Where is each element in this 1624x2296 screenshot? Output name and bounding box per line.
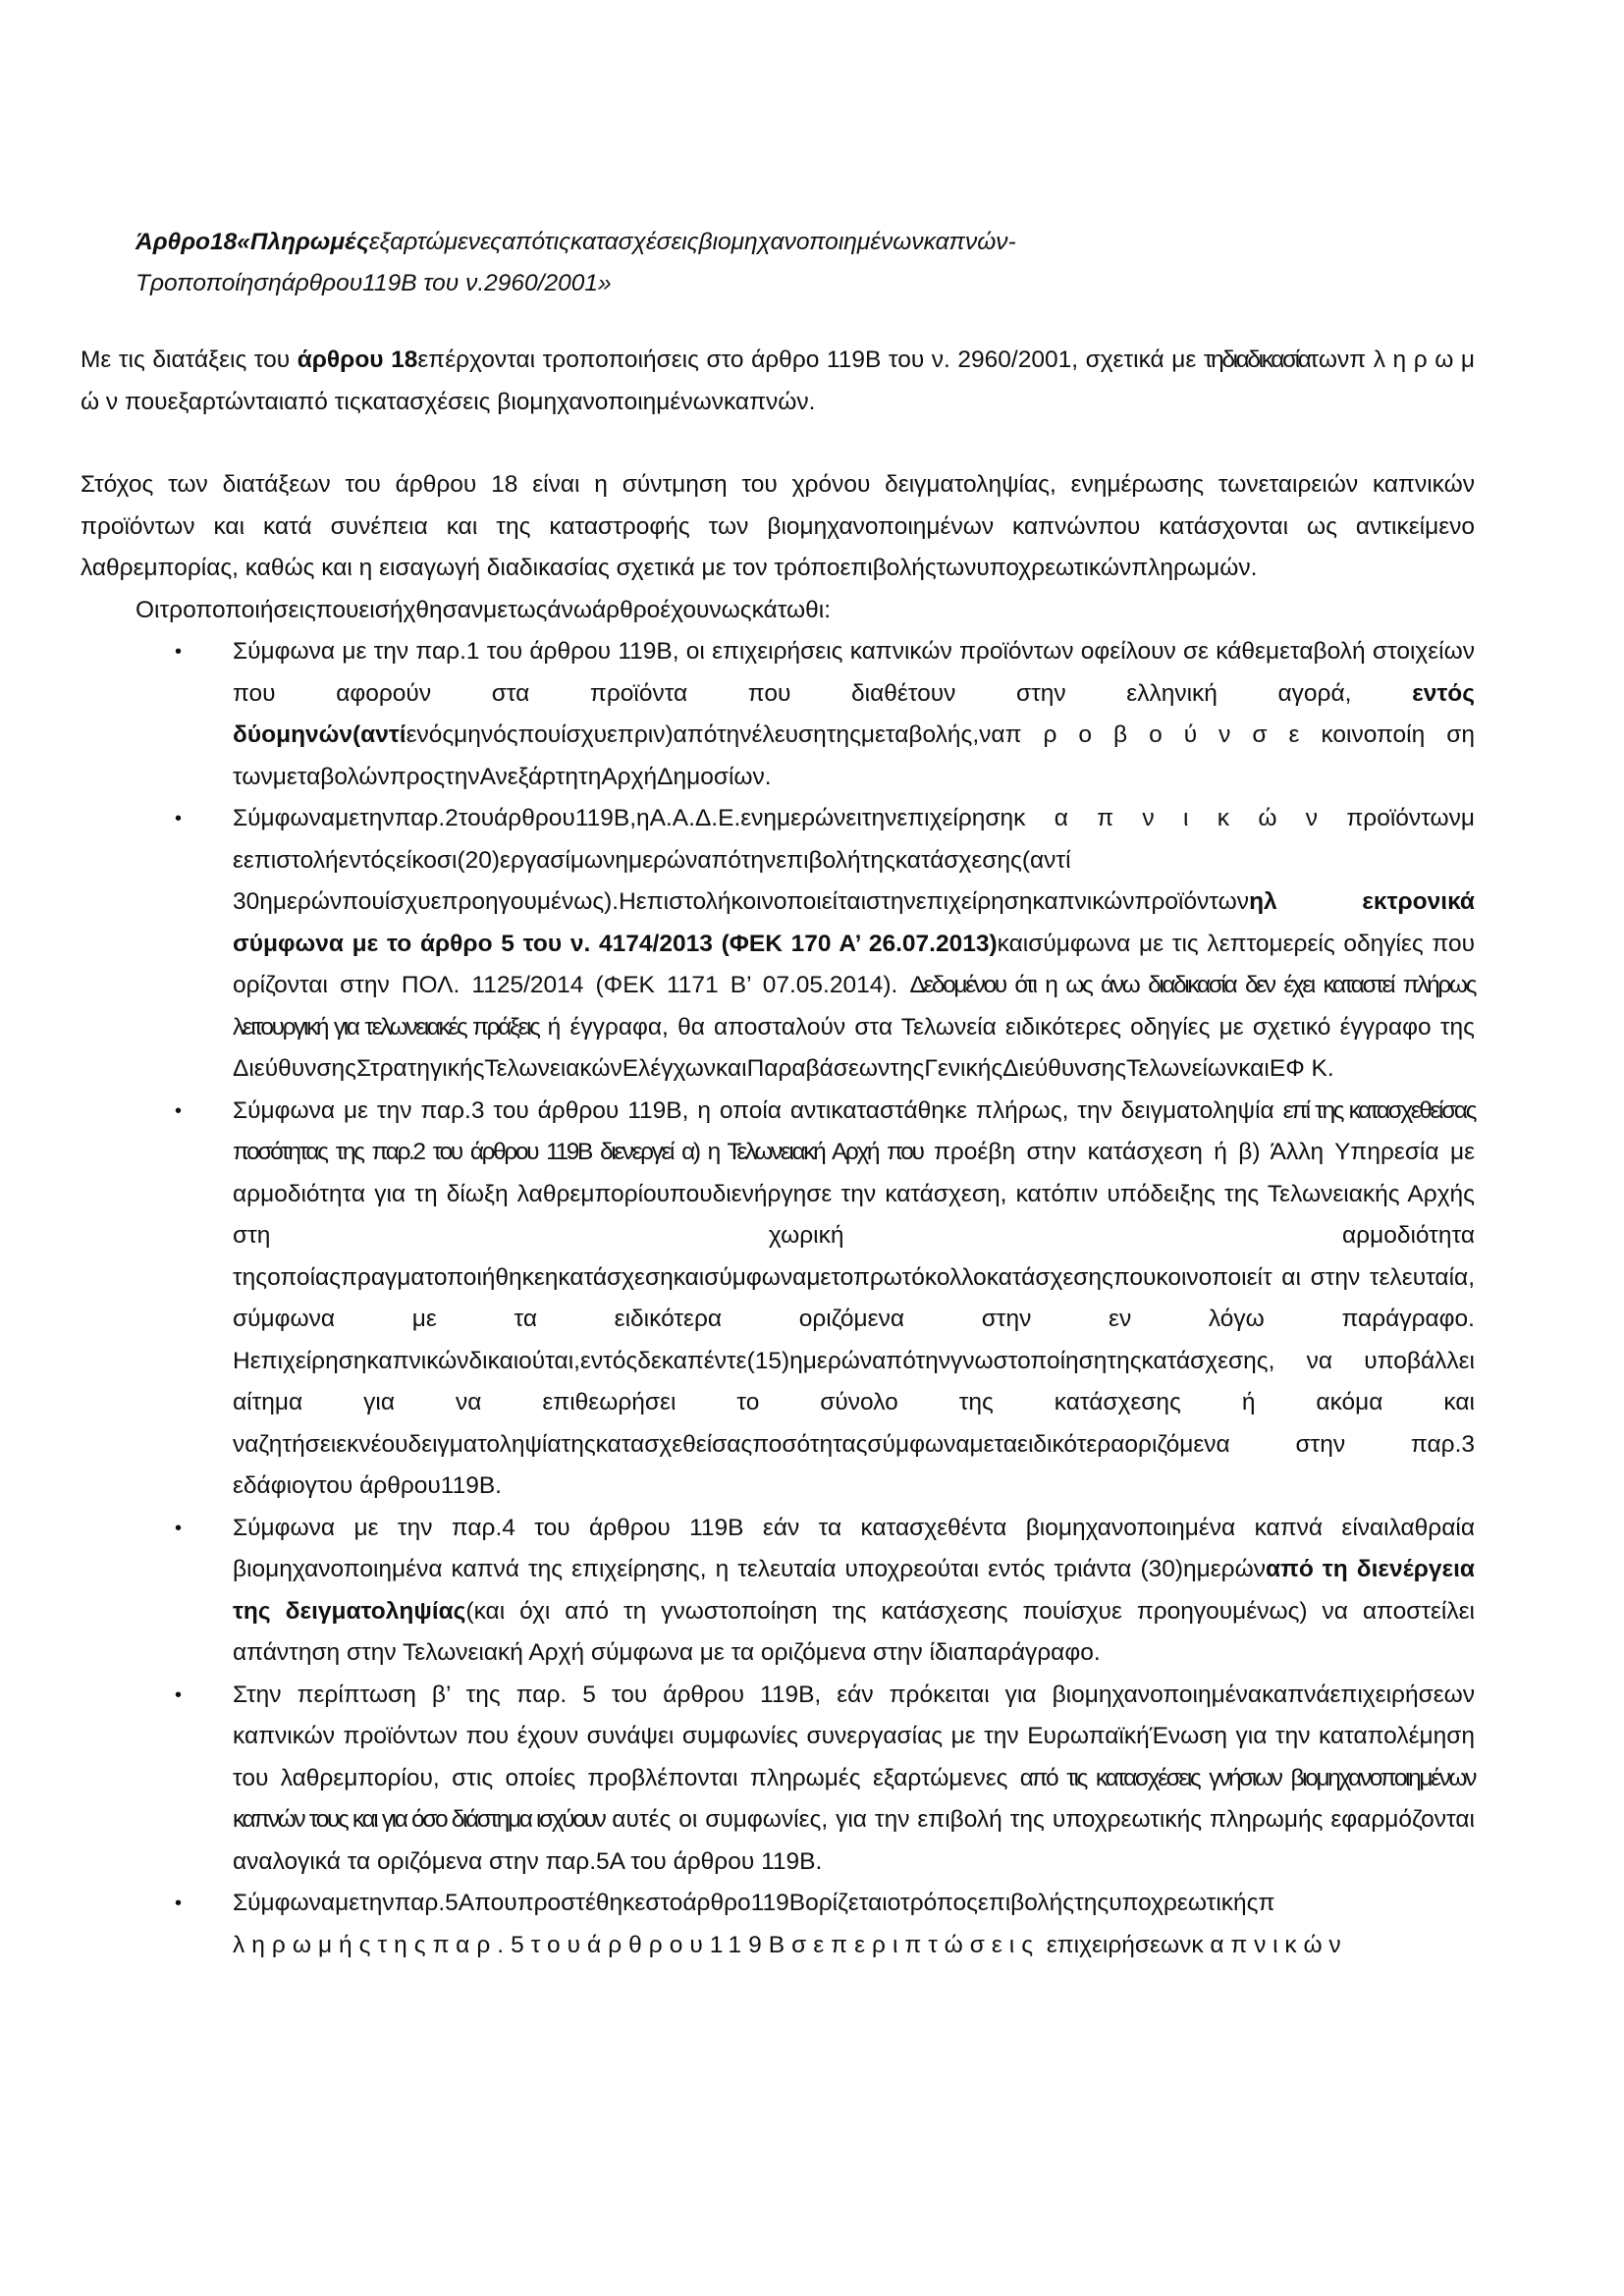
list-item-text: Σύμφωνα με την παρ.3 του άρθρου 119Β, η οποία αντικαταστάθηκε πλήρως, την δειγματοληψία <box>233 1096 1283 1124</box>
list-item-bold: ηλ εκτρονικά σύμφωνα με το άρθρο 5 του ν. 4174/2013 (ΦΕΚ 170 Α’ 26.07.2013) <box>233 888 1475 957</box>
paragraph-1 <box>81 340 1475 423</box>
list-item <box>81 1883 1475 1966</box>
list-item-text: Σύμφωναμετηνπαρ.5Απουπροστέθηκεστοάρθρο119Βορίζεταιοτρόποςεπιβολήςτηςυποχρεωτικήςπ <box>233 1890 1275 1916</box>
list-item-text: προέβη στην κατάσχεση ή β) Άλλη Υπηρεσία με αρμοδιότητα για τη δίωξη λαθρεμπορίουπουδιενήργησε την κατάσχεση, κατόπιν υπόδειξης της Τελωνειακής Αρχής στη χωρική αρμοδιότητα τηςοποίαςπραγματοποιήθηκεηκατάσχεσηκαισύμφωναμετοπρωτόκολλοκατάσχεσηςπουκοινοποιείτ αι στην τελευταία, σύμφωνα με τα ειδικότερα οριζόμενα στην εν λόγω παράγραφο. Ηεπιχείρησηκαπνικώνδικαιούται,εντόςδεκαπέντε(15)ημερώναπότηνγνωστοποίησητηςκατάσχεσης, να υποβάλλει αίτημα για να επιθεωρήσει το σύνολο της κατάσχεσης ή ακόμα και ναζητήσειεκνέουδειγματοληψίατηςκατασχεθείσαςποσότηταςσύμφωναμεταειδικότεραοριζόμενα στην παρ.3 εδάφιογτου άρθρου119Β. <box>233 1139 1476 1499</box>
list-item-text: ενόςμηνόςπουίσχυεπριν)απότηνέλευσητηςμεταβολής,ναπ ρ ο β ο ύ ν σ ε κοινοποίη ση τωνμεταβολώνπροςτηνΑνεξάρτητηΑρχήΔημοσίων. <box>233 721 1475 790</box>
list-item-text: Σύμφωνα με την παρ.4 του άρθρου 119Β εάν τα κατασχεθέντα βιομηχανοποιημένα καπνά είναιλαθραία βιομηχανοποιημένα καπνά της επιχείρησης, η τελευταία υποχρεούται εντός τριάντα (30)ημερών <box>233 1514 1475 1582</box>
list-item-text: Σύμφωνα με την παρ.1 του άρθρου 119Β, οι επιχειρήσεις καπνικών προϊόντων οφείλουν σε κάθεμεταβολή στοιχείων που αφορούν στα προϊόντα που διαθέτουν στην ελληνική αγορά, <box>233 638 1475 707</box>
list-item <box>81 1675 1475 1884</box>
list-item-bold: εντός δύομηνών(αντί <box>233 679 1475 748</box>
bullet-icon: • <box>175 1683 183 1706</box>
article-heading-line2: Τροποποίησηάρθρου119Β του ν.2960/2001» <box>135 270 612 296</box>
list-intro: Οιτροποποιήσειςπουεισήχθησανμετωςάνωάρθροέχουνωςκάτωθι: <box>135 596 832 623</box>
list-item-text: ή έγγραφα, θα αποσταλούν στα Τελωνεία ειδικότερες οδηγίες με σχετικό έγγραφο της ΔιεύθυνσηςΣτρατηγικήςΤελωνειακώνΕλέγχωνκαιΠαραβάσεωντηςΓενικήςΔιεύθυνσηςΤελωνείωνκαιΕΦ Κ. <box>233 1013 1475 1082</box>
bullet-icon: • <box>175 641 183 663</box>
list-item <box>81 631 1475 798</box>
list-item-bold: από τη διενέργεια της δειγματοληψίας <box>233 1556 1475 1625</box>
document-page <box>81 222 1475 1966</box>
list-item-text: (και όχι από τη γνωστοποίηση της κατάσχεσης πουίσχυε προηγουμένως) να αποστείλει απάντηση στην Τελωνειακή Αρχή σύμφωνα με τα οριζόμενα στην ίδιαπαράγραφο. <box>233 1597 1475 1666</box>
list-item-text: Στην περίπτωση β’ της παρ. 5 του άρθρου 119Β, εάν πρόκειται για βιομηχανοποιημένακαπνάεπιχειρήσεων καπνικών προϊόντων που έχουν συνάψει συμφωνίες συνεργασίας με την ΕυρωπαϊκήΈνωση για την καταπολέμηση του λαθρεμπορίου, στις οποίες προβλέπονται πληρωμές εξαρτώμενες <box>233 1681 1475 1791</box>
paragraph-2-text: Στόχος των διατάξεων του άρθρου 18 είναι η σύντμηση του χρόνου δειγματοληψίας, ενημέρωσης τωνεταιρειών καπνικών προϊόντων και κατά συνέπεια και της καταστροφής των βιομηχανοποιημένων καπνώνπου κατάσχονται ως αντικείμενο λαθρεμπορίας, καθώς και η εισαγωγή διαδικασίας σχετικά με τον τρόποεπιβολήςτωνυποχρεωτικώνπληρωμών. <box>81 471 1475 581</box>
list-item-text: αυτές οι συμφωνίες, για την επιβολή της υποχρεωτικής πληρωμής εφαρμόζονται αναλογικά τα οριζόμενα στην παρ.5Α του άρθρου 119Β. <box>233 1806 1475 1875</box>
bullet-icon: • <box>175 1099 183 1122</box>
list-item <box>81 1508 1475 1675</box>
bullet-icon: • <box>175 1893 183 1914</box>
bullet-icon: • <box>175 808 183 829</box>
paragraph-2 <box>81 464 1475 590</box>
list-item-text-condensed: από τις κατασχέσεις γνήσιων βιομηχανοποιημένων καπνών τους και για όσο διάστημα ισχύουν <box>233 1764 1475 1833</box>
amendments-list <box>81 631 1475 1966</box>
bullet-icon: • <box>175 1517 183 1539</box>
list-item-text: καισύμφωνα με τις λεπτομερείς οδηγίες που ορίζονται στην ΠΟΛ. 1125/2014 (ΦΕΚ 1171 Β’ 07.05.2014). <box>233 930 1475 998</box>
paragraph-1-text-d: τηδιαδικασία <box>1203 347 1310 373</box>
article-heading <box>135 222 1475 304</box>
article-heading-bold: Άρθρο18«Πληρωμές <box>135 229 369 255</box>
list-item-text-condensed: Δεδομένου ότι η ως άνω διαδικασία δεν έχει καταστεί πλήρως λειτουργική για τελωνειακές πράξεις <box>233 972 1476 1041</box>
list-item <box>81 1091 1475 1508</box>
list-item-text-spaced: ληρωμήςτηςπαρ.5τουάρθρου119Βσεπεριπτώσεις <box>233 1931 1041 1958</box>
paragraph-1-text-a: Με τις διατάξεις του <box>81 347 298 373</box>
list-item-text-condensed: επί της κατασχεθείσας ποσότητας της παρ.2 του άρθρου 119Β διενεργεί α) η Τελωνειακή Αρχή που <box>233 1096 1475 1165</box>
list-item-text: επιχειρήσεωνκ α π ν ι κ ώ ν <box>1046 1931 1341 1958</box>
paragraph-1-text-c: επέρχονται τροποποιήσεις στο άρθρο 119Β του ν. 2960/2001, σχετικά με <box>417 347 1197 373</box>
article-heading-rest: εξαρτώμενεςαπότιςκατασχέσειςβιομηχανοποιημένωνκαπνών- <box>368 229 1016 255</box>
list-item-text: Σύμφωναμετηνπαρ.2τουάρθρου119Β,ηΑ.Α.Δ.Ε.ενημερώνειτηνεπιχείρησηκ α π ν ι κ ώ ν προϊόντωνμ εεπιστολήεντόςείκοσι(20)εργασίμωνημερώναπότηνεπιβολήτηςκατάσχεσης(αντί 30ημερώνπουίσχυεπροηγουμένως).Ηεπιστολήκοινοποιείταιστηνεπιχείρησηκαπνικώνπροϊόντων <box>233 805 1475 915</box>
list-item <box>81 798 1475 1091</box>
paragraph-1-text-e: τωνπ λ η ρ ω μ ώ ν πουεξαρτώνταιαπό τιςκατασχέσεις βιομηχανοποιημένωνκαπνών. <box>81 347 1475 415</box>
paragraph-1-bold: άρθρου 18 <box>297 347 418 373</box>
